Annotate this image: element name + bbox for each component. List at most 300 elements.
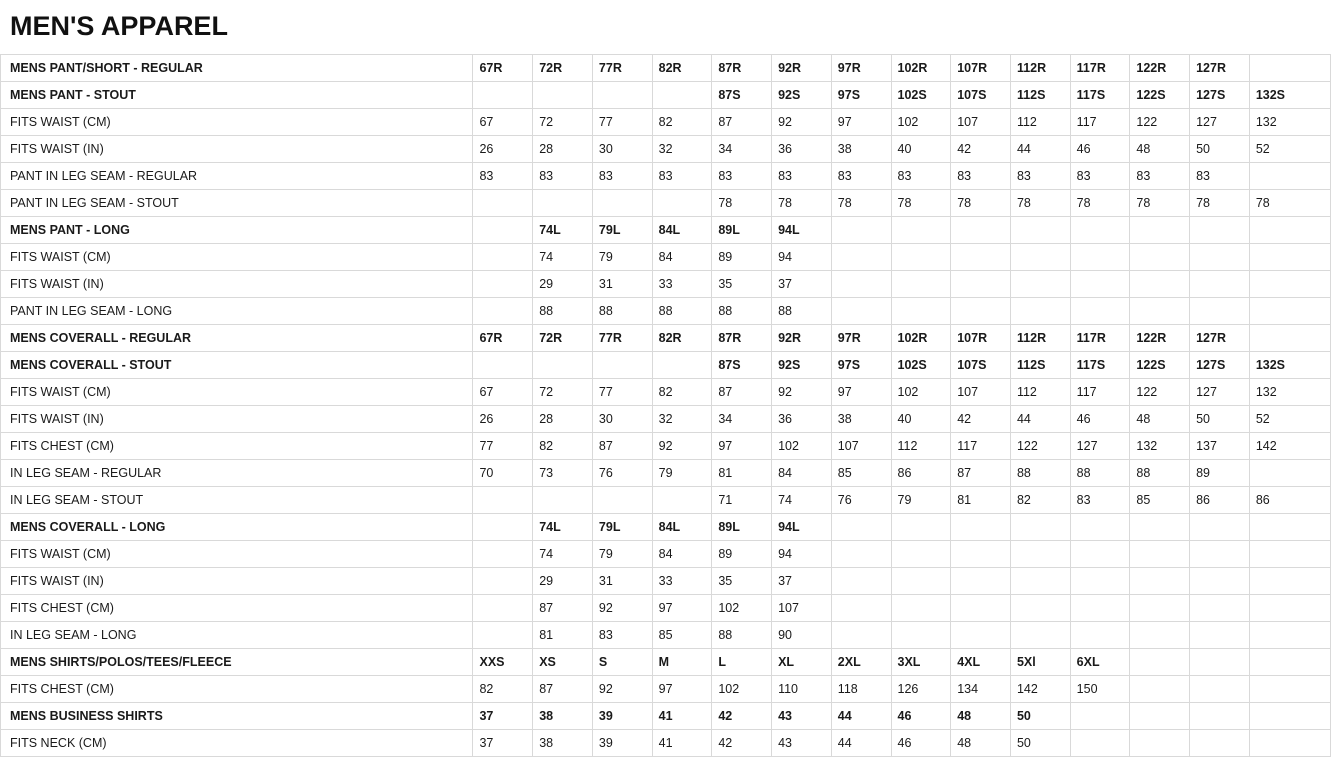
table-cell [831,217,891,244]
table-cell: 48 [1130,136,1190,163]
table-cell: 117 [1070,379,1130,406]
table-cell: 78 [831,190,891,217]
table-cell: 36 [772,406,832,433]
table-cell [891,244,951,271]
table-cell: 83 [533,163,593,190]
table-cell: 82 [533,433,593,460]
table-cell [831,271,891,298]
table-cell [831,514,891,541]
table-cell [473,244,533,271]
table-cell [1130,676,1190,703]
table-cell: 46 [891,730,951,757]
table-cell: 30 [592,136,652,163]
table-cell: 44 [1010,406,1070,433]
table-cell: 132 [1249,109,1330,136]
table-cell: 84L [652,514,712,541]
page-title: MEN'S APPAREL [10,11,228,41]
table-cell [1190,217,1250,244]
table-cell: 117S [1070,82,1130,109]
table-cell: 42 [951,136,1011,163]
row-label: MENS BUSINESS SHIRTS [1,703,473,730]
table-cell [951,298,1011,325]
table-cell: 112R [1010,55,1070,82]
table-cell [592,352,652,379]
table-cell: 88 [712,622,772,649]
table-cell [1249,217,1330,244]
table-row [1,433,1331,460]
table-cell: 83 [1070,487,1130,514]
table-row [1,163,1331,190]
table-cell: 88 [1010,460,1070,487]
table-cell: 40 [891,136,951,163]
table-cell: 88 [652,298,712,325]
table-cell: 50 [1190,136,1250,163]
row-label: FITS NECK (CM) [1,730,473,757]
table-cell: 37 [473,730,533,757]
table-cell [831,595,891,622]
table-cell [831,568,891,595]
table-cell: 122R [1130,55,1190,82]
table-cell [1249,541,1330,568]
table-cell: 32 [652,406,712,433]
table-cell: 88 [712,298,772,325]
table-cell: 79 [592,244,652,271]
row-label: FITS CHEST (CM) [1,433,473,460]
table-cell: 112S [1010,352,1070,379]
table-cell: 30 [592,406,652,433]
table-cell: 82 [652,379,712,406]
table-cell: 118 [831,676,891,703]
table-cell: 32 [652,136,712,163]
table-cell: 122R [1130,325,1190,352]
table-cell [652,487,712,514]
row-label: MENS COVERALL - STOUT [1,352,473,379]
row-label: FITS WAIST (CM) [1,379,473,406]
table-cell: 83 [1190,163,1250,190]
table-cell: 88 [592,298,652,325]
table-cell [1070,622,1130,649]
table-cell: 36 [772,136,832,163]
table-cell: 92 [772,109,832,136]
table-cell: 85 [1130,487,1190,514]
table-cell [1249,460,1330,487]
table-cell: 83 [712,163,772,190]
table-cell: 38 [831,406,891,433]
table-cell [1249,676,1330,703]
table-row [1,730,1331,757]
table-cell [1130,649,1190,676]
table-cell: 43 [772,703,832,730]
table-row [1,244,1331,271]
table-cell: 78 [712,190,772,217]
table-row [1,82,1331,109]
table-cell [1190,649,1250,676]
table-cell [473,352,533,379]
table-cell: 102S [891,352,951,379]
table-cell [1070,217,1130,244]
table-cell: 102 [891,379,951,406]
table-cell: 97 [712,433,772,460]
table-cell: 78 [1010,190,1070,217]
table-cell: 31 [592,568,652,595]
table-cell: 97 [652,595,712,622]
table-cell: 137 [1190,433,1250,460]
table-cell [1190,703,1250,730]
table-cell [473,622,533,649]
row-label: IN LEG SEAM - REGULAR [1,460,473,487]
table-cell: 83 [1070,163,1130,190]
table-cell: 94 [772,244,832,271]
table-cell: 46 [1070,406,1130,433]
table-cell: 74 [772,487,832,514]
table-row [1,217,1331,244]
table-cell: 122 [1130,109,1190,136]
row-label: MENS PANT/SHORT - REGULAR [1,55,473,82]
table-cell [891,622,951,649]
table-cell: 89 [712,244,772,271]
table-cell: 87 [592,433,652,460]
table-cell: 87 [951,460,1011,487]
table-cell [1010,595,1070,622]
table-row [1,379,1331,406]
table-cell: 82 [652,109,712,136]
table-cell: 127 [1190,379,1250,406]
table-row [1,703,1331,730]
table-cell: 132 [1130,433,1190,460]
table-cell: 34 [712,406,772,433]
table-cell: 52 [1249,406,1330,433]
table-cell [891,568,951,595]
table-cell [592,82,652,109]
table-cell: 67R [473,325,533,352]
table-cell: 87 [712,379,772,406]
table-cell: 26 [473,406,533,433]
table-cell [1010,568,1070,595]
table-cell: 107 [951,379,1011,406]
table-cell: 92 [772,379,832,406]
table-cell: 77 [592,109,652,136]
table-cell: 67 [473,379,533,406]
table-cell: 50 [1010,730,1070,757]
table-cell [1070,514,1130,541]
table-cell [1190,595,1250,622]
table-cell [1249,730,1330,757]
row-label: PANT IN LEG SEAM - REGULAR [1,163,473,190]
table-cell: 77 [592,379,652,406]
table-cell [1130,244,1190,271]
table-cell: 3XL [891,649,951,676]
table-cell: 83 [1130,163,1190,190]
table-cell: 102R [891,325,951,352]
table-cell [1190,541,1250,568]
table-cell [1190,244,1250,271]
table-cell: 44 [1010,136,1070,163]
table-cell [652,82,712,109]
table-row [1,460,1331,487]
table-cell: 4XL [951,649,1011,676]
table-cell: 81 [533,622,593,649]
table-cell: 74 [533,244,593,271]
table-cell: 127 [1070,433,1130,460]
table-cell: 29 [533,568,593,595]
table-cell [1010,541,1070,568]
table-cell [891,541,951,568]
table-cell: 28 [533,136,593,163]
table-cell [1070,541,1130,568]
table-cell: 78 [1130,190,1190,217]
table-cell: XS [533,649,593,676]
table-cell: 77R [592,325,652,352]
table-cell: 50 [1010,703,1070,730]
table-cell: 81 [712,460,772,487]
table-cell: 127R [1190,325,1250,352]
table-cell: 2XL [831,649,891,676]
table-row [1,109,1331,136]
table-cell [473,568,533,595]
table-row [1,406,1331,433]
table-cell: 83 [891,163,951,190]
table-cell [1130,622,1190,649]
table-cell: 117R [1070,325,1130,352]
table-cell: 117S [1070,352,1130,379]
table-cell [1130,217,1190,244]
table-cell [1070,568,1130,595]
row-label: FITS WAIST (CM) [1,109,473,136]
table-cell: 52 [1249,136,1330,163]
table-cell [1190,271,1250,298]
table-cell: 70 [473,460,533,487]
table-cell: 83 [1010,163,1070,190]
table-cell: 112 [891,433,951,460]
table-cell [951,541,1011,568]
table-cell: 6XL [1070,649,1130,676]
table-cell [1130,703,1190,730]
table-cell [1249,244,1330,271]
table-cell: 89L [712,217,772,244]
table-cell: 90 [772,622,832,649]
size-chart-table [0,54,1331,757]
row-label: MENS COVERALL - LONG [1,514,473,541]
table-cell: 29 [533,271,593,298]
row-label: IN LEG SEAM - LONG [1,622,473,649]
table-cell: 97S [831,352,891,379]
table-cell [1070,595,1130,622]
table-cell: 132S [1249,352,1330,379]
table-cell: 107 [951,109,1011,136]
table-cell: 79 [652,460,712,487]
table-row [1,190,1331,217]
table-cell: 44 [831,730,891,757]
table-cell: 92S [772,352,832,379]
table-cell: 81 [951,487,1011,514]
table-cell [533,82,593,109]
table-cell [473,217,533,244]
table-cell: 132 [1249,379,1330,406]
table-cell: 97 [652,676,712,703]
table-cell: 127S [1190,82,1250,109]
table-cell: 97S [831,82,891,109]
table-cell [1010,514,1070,541]
table-cell: 77 [473,433,533,460]
table-cell: 46 [891,703,951,730]
table-cell [831,541,891,568]
table-cell [951,217,1011,244]
table-cell: 79 [592,541,652,568]
table-cell: 78 [1249,190,1330,217]
table-cell: 86 [1190,487,1250,514]
table-cell: 126 [891,676,951,703]
table-cell: 88 [1130,460,1190,487]
table-cell: 89 [712,541,772,568]
table-cell [891,514,951,541]
table-cell: 78 [891,190,951,217]
table-cell: 142 [1010,676,1070,703]
table-cell [1190,730,1250,757]
table-cell [1190,298,1250,325]
table-cell: 122S [1130,352,1190,379]
table-cell [1190,676,1250,703]
table-cell: 37 [473,703,533,730]
table-cell [1130,271,1190,298]
table-cell: 92 [652,433,712,460]
table-cell: 74L [533,514,593,541]
table-cell: 88 [772,298,832,325]
table-cell: 107 [772,595,832,622]
table-cell [1130,514,1190,541]
table-cell [1070,703,1130,730]
table-cell: 82 [1010,487,1070,514]
table-cell [1010,217,1070,244]
table-cell: 34 [712,136,772,163]
table-cell [1249,298,1330,325]
table-cell: 39 [592,703,652,730]
row-label: FITS WAIST (IN) [1,271,473,298]
table-cell: 79L [592,514,652,541]
table-cell: 102 [712,595,772,622]
table-row [1,298,1331,325]
table-cell: 79 [891,487,951,514]
table-cell: 39 [592,730,652,757]
table-cell [1249,271,1330,298]
table-cell [831,244,891,271]
table-cell [652,190,712,217]
table-cell: 82R [652,325,712,352]
table-cell: 117 [1070,109,1130,136]
table-cell: 102R [891,55,951,82]
table-cell: 94 [772,541,832,568]
table-cell: 84 [772,460,832,487]
table-cell [1249,55,1330,82]
table-cell: 127R [1190,55,1250,82]
table-cell: 83 [592,163,652,190]
table-cell [592,190,652,217]
table-cell: 87 [533,595,593,622]
table-row [1,271,1331,298]
table-cell: 38 [533,730,593,757]
row-label: FITS CHEST (CM) [1,676,473,703]
table-cell: 72 [533,109,593,136]
table-cell: 82 [473,676,533,703]
table-cell: 35 [712,271,772,298]
table-cell: 28 [533,406,593,433]
table-cell [1130,595,1190,622]
table-cell: 127S [1190,352,1250,379]
table-cell: 112 [1010,109,1070,136]
table-cell [1130,541,1190,568]
table-cell [891,298,951,325]
table-cell: 132S [1249,82,1330,109]
table-cell: 83 [772,163,832,190]
table-cell: 117R [1070,55,1130,82]
table-cell [951,568,1011,595]
table-cell: 33 [652,568,712,595]
table-cell: L [712,649,772,676]
table-cell [1010,622,1070,649]
table-cell: 87S [712,82,772,109]
table-cell: 88 [533,298,593,325]
table-cell: 97 [831,379,891,406]
table-cell: 122S [1130,82,1190,109]
row-label: MENS PANT - STOUT [1,82,473,109]
table-cell [652,352,712,379]
table-cell: 67 [473,109,533,136]
size-chart-body [1,55,1331,757]
table-cell: 42 [712,730,772,757]
row-label: IN LEG SEAM - STOUT [1,487,473,514]
table-cell [473,271,533,298]
table-cell [1190,568,1250,595]
table-cell: 92R [772,55,832,82]
table-cell [891,595,951,622]
table-cell [533,352,593,379]
table-cell: 117 [951,433,1011,460]
table-cell: 94L [772,217,832,244]
table-cell: 107S [951,82,1011,109]
table-cell: 112S [1010,82,1070,109]
table-cell [831,298,891,325]
table-cell: 74L [533,217,593,244]
table-cell [1130,568,1190,595]
table-cell: 78 [951,190,1011,217]
table-cell [951,244,1011,271]
table-cell: 83 [473,163,533,190]
table-cell: 72R [533,55,593,82]
table-cell [473,487,533,514]
table-cell: 112R [1010,325,1070,352]
table-cell [1249,568,1330,595]
table-cell: 87S [712,352,772,379]
table-cell: 78 [772,190,832,217]
table-cell: 41 [652,730,712,757]
table-cell [473,541,533,568]
table-row [1,55,1331,82]
row-label: FITS WAIST (CM) [1,541,473,568]
table-cell: 142 [1249,433,1330,460]
table-row [1,325,1331,352]
table-row [1,541,1331,568]
table-cell [891,217,951,244]
table-cell: 42 [951,406,1011,433]
table-cell [951,271,1011,298]
table-cell: 84L [652,217,712,244]
table-cell: XL [772,649,832,676]
table-row [1,136,1331,163]
table-cell: 102 [772,433,832,460]
table-cell: 76 [831,487,891,514]
table-cell: 76 [592,460,652,487]
row-label: PANT IN LEG SEAM - LONG [1,298,473,325]
table-cell [473,82,533,109]
